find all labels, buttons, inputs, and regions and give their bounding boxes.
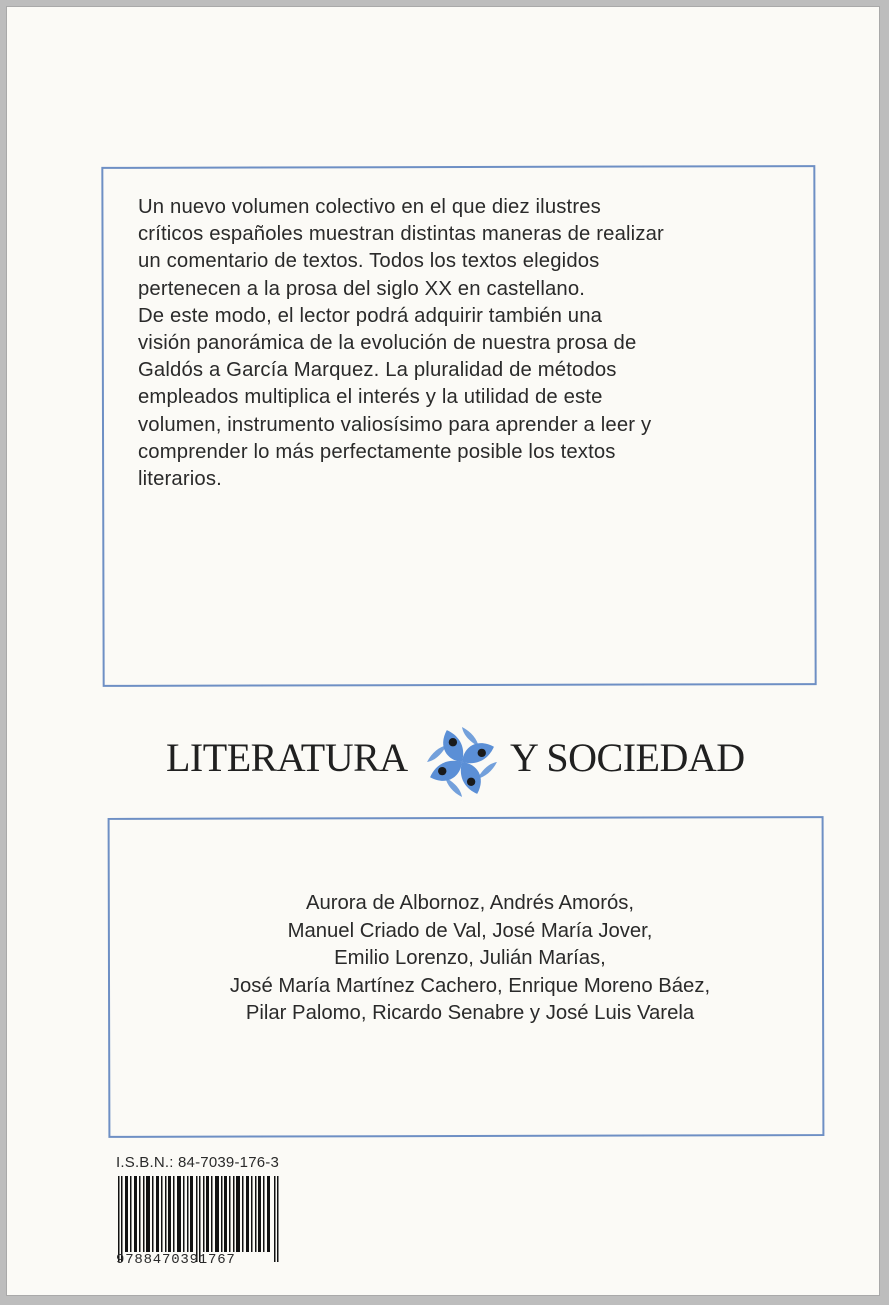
blurb-line: Galdós a García Marquez. La pluralidad de métodos	[138, 359, 617, 382]
authors-line: Emilio Lorenzo, Julián Marías,	[334, 947, 606, 970]
series-title	[160, 724, 780, 804]
blurb-line: críticos españoles muestran distintas maneras de realizar	[138, 223, 664, 246]
authors-list	[150, 890, 790, 1028]
barcode-digits: 9788470391767	[116, 1252, 236, 1268]
blurb-line: visión panorámica de la evolución de nuestra prosa de	[138, 332, 637, 355]
authors-line: José María Martínez Cachero, Enrique Moreno Báez,	[229, 974, 711, 997]
blurb-line: volumen, instrumento valiosísimo para aprender a leer y	[138, 413, 652, 436]
blurb-line: comprender lo más perfectamente posible los textos	[138, 440, 616, 463]
blurb-line: Un nuevo volumen colectivo en el que diez ilustres	[138, 196, 601, 218]
series-title-right: Y SOCIEDAD	[510, 735, 745, 780]
blurb-line: un comentario de textos. Todos los textos elegidos	[138, 250, 600, 273]
authors-line: Manuel Criado de Val, José María Jover,	[287, 919, 653, 942]
blurb-line: pertenecen a la prosa del siglo XX en castellano.	[138, 277, 586, 300]
blurb-line: empleados multiplica el interés y la utilidad de este	[138, 386, 603, 409]
blurb-line: literarios.	[138, 468, 222, 491]
blurb-line: De este modo, el lector podrá adquirir también una	[138, 304, 603, 327]
authors-line: Pilar Palomo, Ricardo Senabre y José Luis Varela	[245, 1002, 695, 1025]
blurb-text	[138, 194, 778, 493]
pinwheel-logo-icon	[424, 724, 500, 800]
isbn-label: I.S.B.N.: 84-7039-176-3	[116, 1154, 280, 1171]
authors-line: Aurora de Albornoz, Andrés Amorós,	[305, 892, 635, 914]
series-title-left: LITERATURA	[166, 735, 408, 780]
